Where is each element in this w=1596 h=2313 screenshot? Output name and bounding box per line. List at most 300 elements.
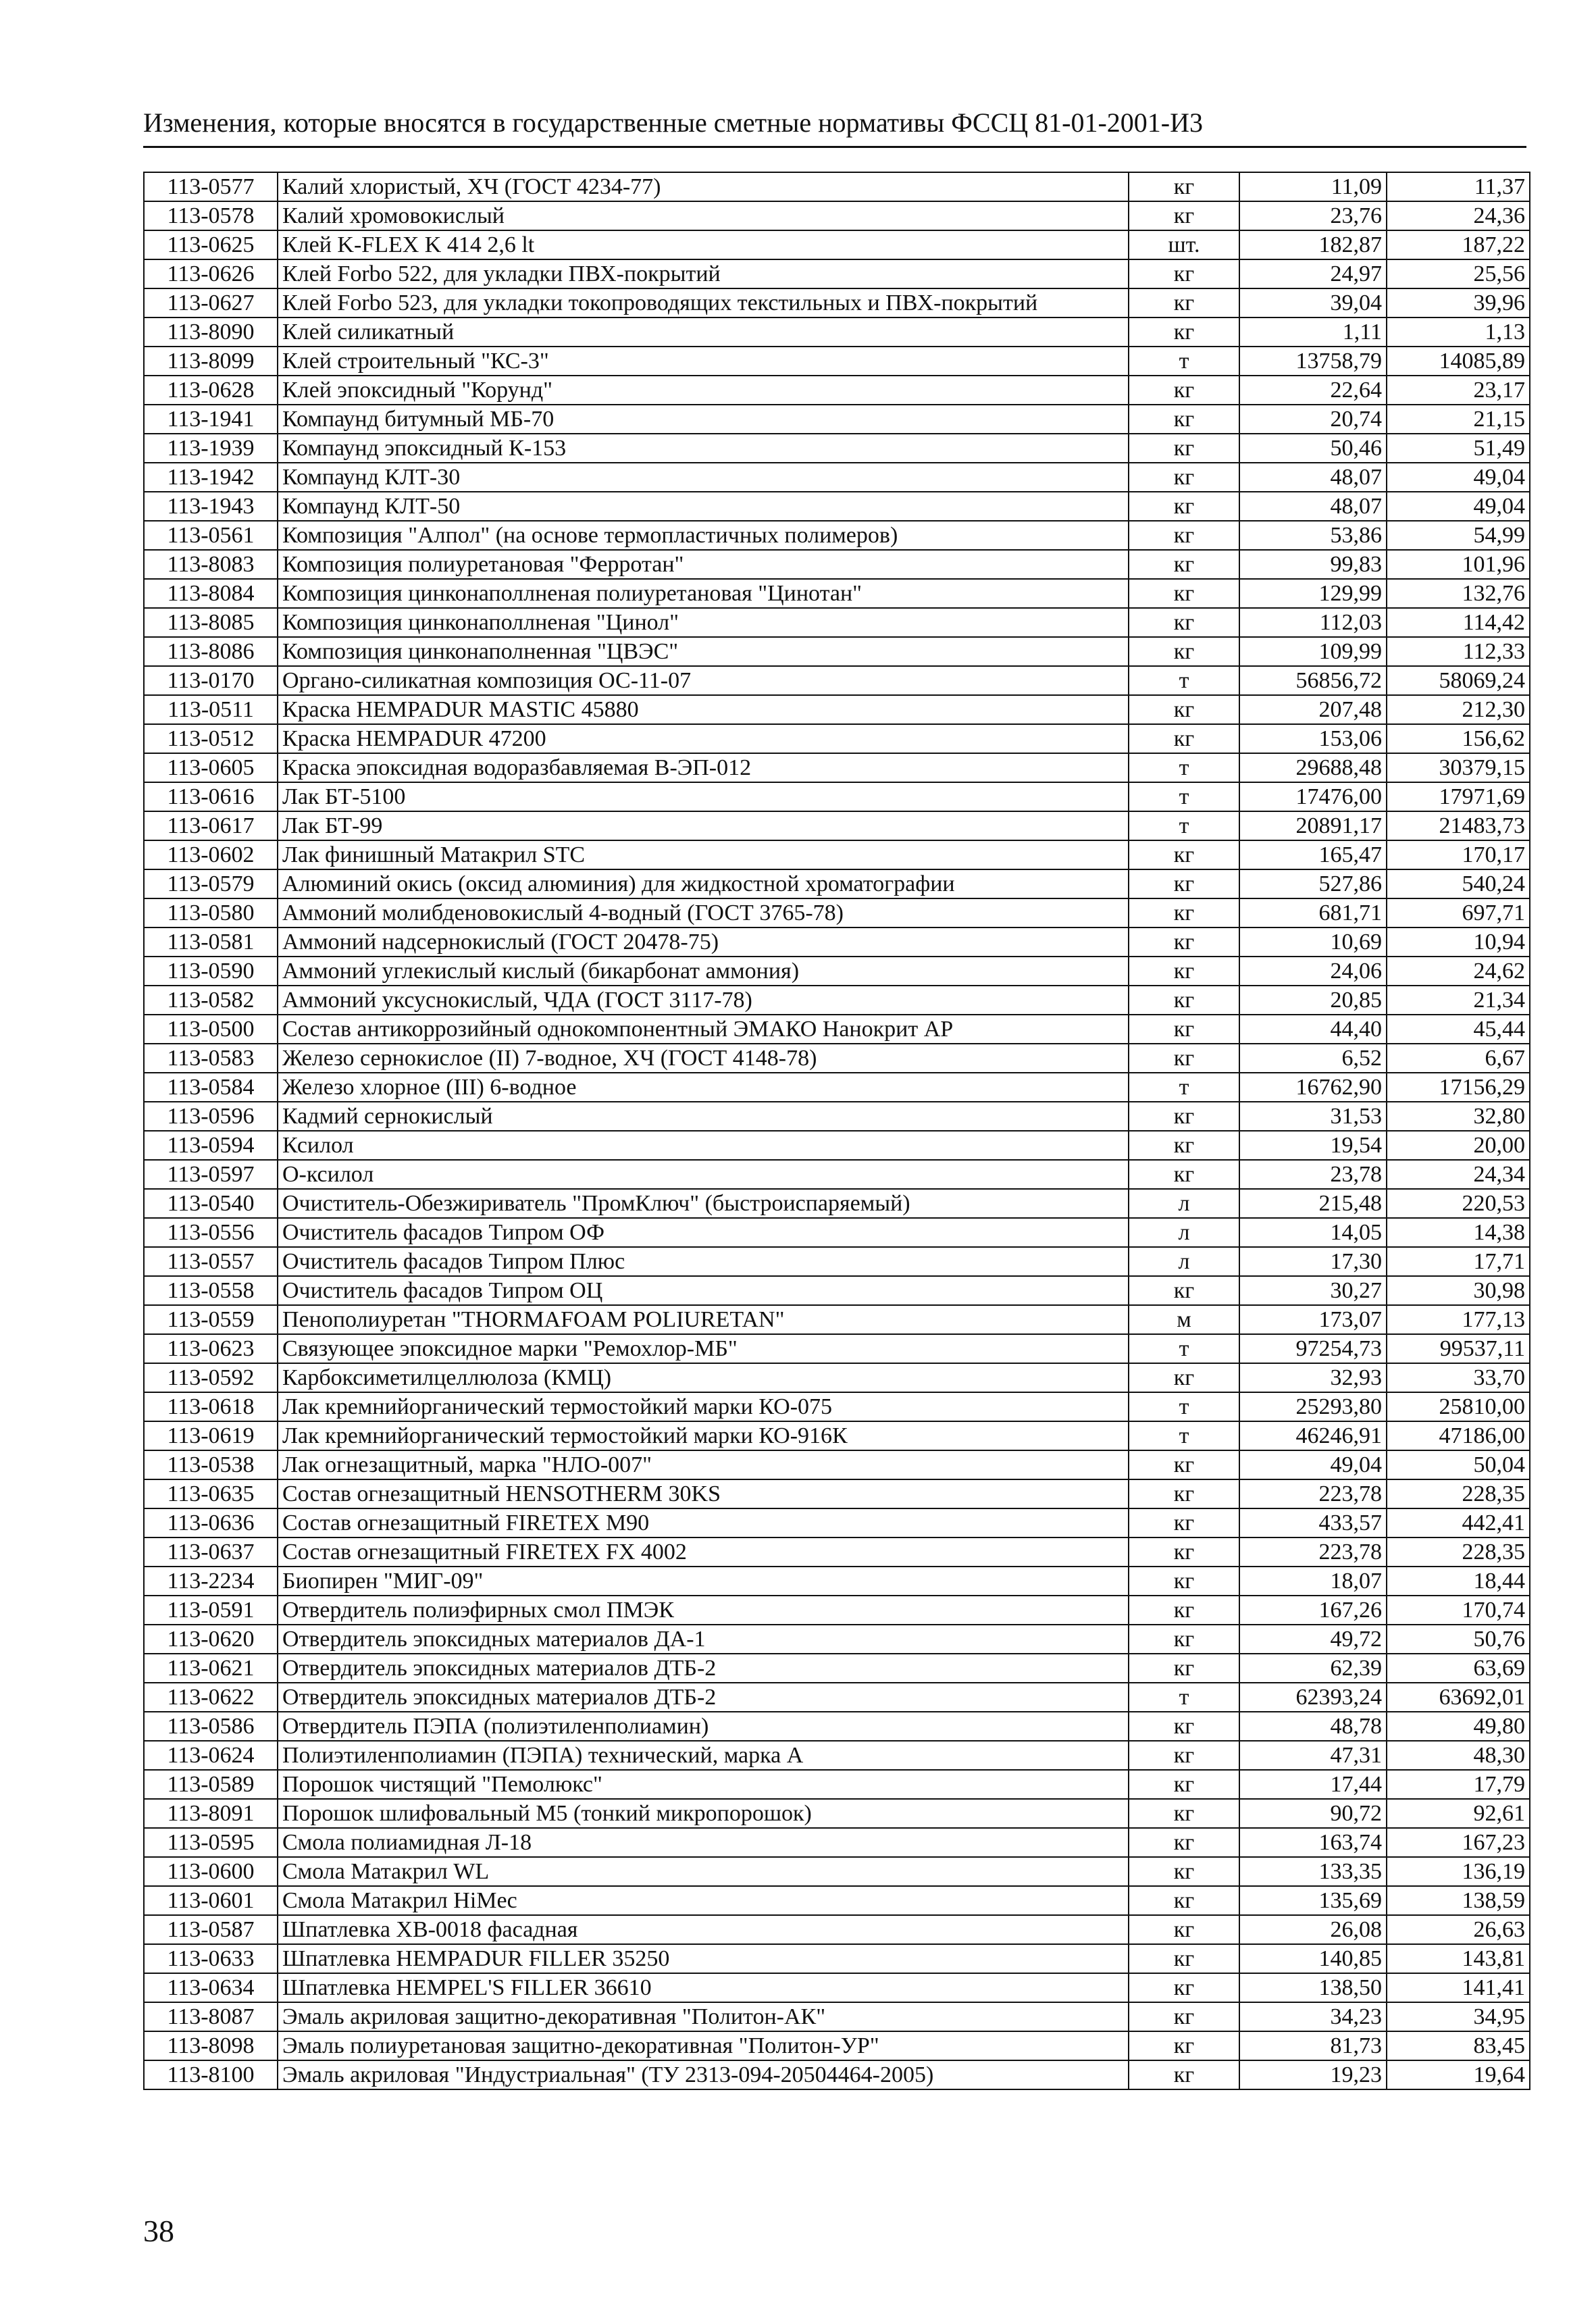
item-unit: кг bbox=[1129, 521, 1239, 550]
table-row bbox=[144, 1741, 1530, 1770]
table-row bbox=[144, 1160, 1530, 1189]
item-price-1: 48,07 bbox=[1239, 492, 1387, 521]
item-code: 113-0589 bbox=[144, 1770, 278, 1799]
item-name: Смола Матакрил WL bbox=[278, 1857, 1129, 1886]
item-name: Шпатлевка ХВ-0018 фасадная bbox=[278, 1915, 1129, 1944]
item-code: 113-0602 bbox=[144, 840, 278, 869]
item-price-2: 540,24 bbox=[1387, 869, 1530, 898]
item-unit: кг bbox=[1129, 1625, 1239, 1654]
item-name: Эмаль акриловая защитно-декоративная "Политон-АК" bbox=[278, 2002, 1129, 2031]
item-price-1: 6,52 bbox=[1239, 1044, 1387, 1073]
item-price-2: 11,37 bbox=[1387, 172, 1530, 201]
item-price-1: 112,03 bbox=[1239, 608, 1387, 637]
item-code: 113-0633 bbox=[144, 1944, 278, 1973]
item-price-1: 56856,72 bbox=[1239, 666, 1387, 695]
item-name: Компаунд КЛТ-50 bbox=[278, 492, 1129, 521]
price-table bbox=[143, 172, 1530, 2090]
item-unit: кг bbox=[1129, 550, 1239, 579]
item-code: 113-0616 bbox=[144, 782, 278, 811]
item-name: Краска HEMPADUR 47200 bbox=[278, 724, 1129, 753]
item-name: Клей строительный "КС-3" bbox=[278, 347, 1129, 376]
item-code: 113-0626 bbox=[144, 259, 278, 288]
item-price-2: 49,04 bbox=[1387, 463, 1530, 492]
item-unit: т bbox=[1129, 666, 1239, 695]
item-code: 113-8098 bbox=[144, 2031, 278, 2060]
item-price-2: 50,76 bbox=[1387, 1625, 1530, 1654]
item-price-1: 25293,80 bbox=[1239, 1392, 1387, 1421]
table-row bbox=[144, 2031, 1530, 2060]
item-price-2: 170,74 bbox=[1387, 1596, 1530, 1625]
item-price-1: 26,08 bbox=[1239, 1915, 1387, 1944]
item-code: 113-1942 bbox=[144, 463, 278, 492]
item-unit: кг bbox=[1129, 1770, 1239, 1799]
item-price-1: 23,78 bbox=[1239, 1160, 1387, 1189]
item-code: 113-0170 bbox=[144, 666, 278, 695]
table-row bbox=[144, 1218, 1530, 1247]
table-row bbox=[144, 1857, 1530, 1886]
item-code: 113-0621 bbox=[144, 1654, 278, 1683]
item-code: 113-8099 bbox=[144, 347, 278, 376]
item-price-1: 109,99 bbox=[1239, 637, 1387, 666]
item-price-1: 1,11 bbox=[1239, 317, 1387, 347]
item-name: Аммоний надсернокислый (ГОСТ 20478-75) bbox=[278, 927, 1129, 957]
item-name: Лак БТ-5100 bbox=[278, 782, 1129, 811]
item-unit: кг bbox=[1129, 1160, 1239, 1189]
item-name: Железо сернокислое (II) 7-водное, ХЧ (ГОСТ 4148-78) bbox=[278, 1044, 1129, 1073]
item-name: Композиция цинконаполненная "ЦВЭС" bbox=[278, 637, 1129, 666]
item-code: 113-0624 bbox=[144, 1741, 278, 1770]
item-code: 113-0635 bbox=[144, 1479, 278, 1508]
item-price-1: 47,31 bbox=[1239, 1741, 1387, 1770]
item-price-1: 129,99 bbox=[1239, 579, 1387, 608]
item-name: Ксилол bbox=[278, 1131, 1129, 1160]
item-code: 113-0605 bbox=[144, 753, 278, 782]
item-price-1: 18,07 bbox=[1239, 1567, 1387, 1596]
table-row bbox=[144, 376, 1530, 405]
item-name: Полиэтиленполиамин (ПЭПА) технический, марка А bbox=[278, 1741, 1129, 1770]
item-price-1: 20,85 bbox=[1239, 986, 1387, 1015]
table-row bbox=[144, 463, 1530, 492]
item-price-1: 22,64 bbox=[1239, 376, 1387, 405]
table-row bbox=[144, 986, 1530, 1015]
item-price-1: 223,78 bbox=[1239, 1537, 1387, 1567]
item-price-2: 112,33 bbox=[1387, 637, 1530, 666]
item-price-1: 19,23 bbox=[1239, 2060, 1387, 2089]
item-price-2: 20,00 bbox=[1387, 1131, 1530, 1160]
item-unit: т bbox=[1129, 1073, 1239, 1102]
table-row bbox=[144, 288, 1530, 317]
item-price-2: 24,34 bbox=[1387, 1160, 1530, 1189]
item-code: 113-0597 bbox=[144, 1160, 278, 1189]
item-name: Отвердитель эпоксидных материалов ДА-1 bbox=[278, 1625, 1129, 1654]
item-price-1: 215,48 bbox=[1239, 1189, 1387, 1218]
item-price-1: 24,06 bbox=[1239, 957, 1387, 986]
item-code: 113-8100 bbox=[144, 2060, 278, 2089]
item-code: 113-0636 bbox=[144, 1508, 278, 1537]
item-name: О-ксилол bbox=[278, 1160, 1129, 1189]
item-price-1: 24,97 bbox=[1239, 259, 1387, 288]
item-code: 113-8090 bbox=[144, 317, 278, 347]
item-price-2: 101,96 bbox=[1387, 550, 1530, 579]
table-row bbox=[144, 1392, 1530, 1421]
item-price-1: 207,48 bbox=[1239, 695, 1387, 724]
item-price-1: 11,09 bbox=[1239, 172, 1387, 201]
item-code: 113-1943 bbox=[144, 492, 278, 521]
item-code: 113-8086 bbox=[144, 637, 278, 666]
item-price-1: 30,27 bbox=[1239, 1276, 1387, 1305]
item-price-2: 132,76 bbox=[1387, 579, 1530, 608]
item-code: 113-0587 bbox=[144, 1915, 278, 1944]
item-code: 113-8083 bbox=[144, 550, 278, 579]
item-unit: кг bbox=[1129, 957, 1239, 986]
item-price-1: 46246,91 bbox=[1239, 1421, 1387, 1450]
item-unit: кг bbox=[1129, 724, 1239, 753]
item-price-2: 6,67 bbox=[1387, 1044, 1530, 1073]
item-price-1: 17476,00 bbox=[1239, 782, 1387, 811]
item-price-1: 99,83 bbox=[1239, 550, 1387, 579]
item-code: 113-0595 bbox=[144, 1828, 278, 1857]
item-code: 113-8091 bbox=[144, 1799, 278, 1828]
item-price-1: 13758,79 bbox=[1239, 347, 1387, 376]
item-price-1: 50,46 bbox=[1239, 434, 1387, 463]
table-row bbox=[144, 1915, 1530, 1944]
item-unit: кг bbox=[1129, 288, 1239, 317]
item-code: 113-8087 bbox=[144, 2002, 278, 2031]
item-unit: кг bbox=[1129, 434, 1239, 463]
item-unit: кг bbox=[1129, 259, 1239, 288]
item-price-2: 30379,15 bbox=[1387, 753, 1530, 782]
table-row bbox=[144, 1886, 1530, 1915]
item-unit: кг bbox=[1129, 1508, 1239, 1537]
item-name: Композиция "Алпол" (на основе термопластичных полимеров) bbox=[278, 521, 1129, 550]
item-price-2: 45,44 bbox=[1387, 1015, 1530, 1044]
item-price-1: 31,53 bbox=[1239, 1102, 1387, 1131]
item-price-2: 17971,69 bbox=[1387, 782, 1530, 811]
item-price-2: 138,59 bbox=[1387, 1886, 1530, 1915]
table-row bbox=[144, 579, 1530, 608]
item-unit: кг bbox=[1129, 1015, 1239, 1044]
item-price-2: 212,30 bbox=[1387, 695, 1530, 724]
table-row bbox=[144, 1596, 1530, 1625]
item-name: Связующее эпоксидное марки "Ремохлор-МБ" bbox=[278, 1334, 1129, 1363]
item-name: Очиститель фасадов Типром ОЦ bbox=[278, 1276, 1129, 1305]
table-row bbox=[144, 1334, 1530, 1363]
item-price-2: 21,15 bbox=[1387, 405, 1530, 434]
table-row bbox=[144, 201, 1530, 230]
table-row bbox=[144, 1363, 1530, 1392]
page-header: Изменения, которые вносятся в государственные сметные нормативы ФССЦ 81-01-2001-И3 bbox=[143, 105, 1526, 148]
item-unit: кг bbox=[1129, 1712, 1239, 1741]
item-unit: кг bbox=[1129, 405, 1239, 434]
item-price-2: 58069,24 bbox=[1387, 666, 1530, 695]
item-price-1: 44,40 bbox=[1239, 1015, 1387, 1044]
item-name: Очиститель фасадов Типром Плюс bbox=[278, 1247, 1129, 1276]
item-price-2: 54,99 bbox=[1387, 521, 1530, 550]
item-code: 113-0540 bbox=[144, 1189, 278, 1218]
item-price-2: 697,71 bbox=[1387, 898, 1530, 927]
item-code: 113-0511 bbox=[144, 695, 278, 724]
item-code: 113-0558 bbox=[144, 1276, 278, 1305]
item-price-2: 83,45 bbox=[1387, 2031, 1530, 2060]
item-name: Аммоний молибденовокислый 4-водный (ГОСТ 3765-78) bbox=[278, 898, 1129, 927]
item-name: Эмаль полиуретановая защитно-декоративная "Политон-УР" bbox=[278, 2031, 1129, 2060]
item-price-2: 23,17 bbox=[1387, 376, 1530, 405]
item-price-1: 17,44 bbox=[1239, 1770, 1387, 1799]
item-name: Лак финишный Матакрил STC bbox=[278, 840, 1129, 869]
item-name: Краска HEMPADUR MASTIC 45880 bbox=[278, 695, 1129, 724]
item-code: 113-0618 bbox=[144, 1392, 278, 1421]
item-name: Аммоний углекислый кислый (бикарбонат аммония) bbox=[278, 957, 1129, 986]
item-code: 113-0580 bbox=[144, 898, 278, 927]
item-code: 113-0500 bbox=[144, 1015, 278, 1044]
item-unit: кг bbox=[1129, 1537, 1239, 1567]
item-price-2: 19,64 bbox=[1387, 2060, 1530, 2089]
table-row bbox=[144, 434, 1530, 463]
item-price-2: 99537,11 bbox=[1387, 1334, 1530, 1363]
item-price-1: 23,76 bbox=[1239, 201, 1387, 230]
item-name: Кадмий сернокислый bbox=[278, 1102, 1129, 1131]
item-price-1: 167,26 bbox=[1239, 1596, 1387, 1625]
table-row bbox=[144, 2002, 1530, 2031]
item-code: 113-0579 bbox=[144, 869, 278, 898]
item-price-1: 681,71 bbox=[1239, 898, 1387, 927]
item-name: Смола Матакрил HiMec bbox=[278, 1886, 1129, 1915]
item-code: 113-0625 bbox=[144, 230, 278, 259]
item-price-2: 220,53 bbox=[1387, 1189, 1530, 1218]
item-price-1: 62393,24 bbox=[1239, 1683, 1387, 1712]
item-unit: кг bbox=[1129, 898, 1239, 927]
item-price-1: 10,69 bbox=[1239, 927, 1387, 957]
item-unit: т bbox=[1129, 1421, 1239, 1450]
table-row bbox=[144, 840, 1530, 869]
item-name: Калий хромовокислый bbox=[278, 201, 1129, 230]
item-price-1: 138,50 bbox=[1239, 1973, 1387, 2002]
item-name: Карбоксиметилцеллюлоза (КМЦ) bbox=[278, 1363, 1129, 1392]
item-code: 113-0628 bbox=[144, 376, 278, 405]
table-row bbox=[144, 1770, 1530, 1799]
item-price-1: 48,07 bbox=[1239, 463, 1387, 492]
item-code: 113-0581 bbox=[144, 927, 278, 957]
item-code: 113-0538 bbox=[144, 1450, 278, 1479]
item-name: Эмаль акриловая "Индустриальная" (ТУ 2313-094-20504464-2005) bbox=[278, 2060, 1129, 2089]
item-name: Лак БТ-99 bbox=[278, 811, 1129, 840]
item-code: 113-0559 bbox=[144, 1305, 278, 1334]
item-code: 113-0583 bbox=[144, 1044, 278, 1073]
table-row bbox=[144, 1189, 1530, 1218]
item-name: Пенополиуретан "THORMAFOAM POLIURETAN" bbox=[278, 1305, 1129, 1334]
item-price-1: 17,30 bbox=[1239, 1247, 1387, 1276]
item-price-2: 143,81 bbox=[1387, 1944, 1530, 1973]
item-unit: шт. bbox=[1129, 230, 1239, 259]
item-code: 113-0622 bbox=[144, 1683, 278, 1712]
item-price-2: 141,41 bbox=[1387, 1973, 1530, 2002]
table-row bbox=[144, 1973, 1530, 2002]
item-name: Клей эпоксидный "Корунд" bbox=[278, 376, 1129, 405]
item-unit: кг bbox=[1129, 1479, 1239, 1508]
item-price-1: 173,07 bbox=[1239, 1305, 1387, 1334]
item-price-1: 182,87 bbox=[1239, 230, 1387, 259]
table-row bbox=[144, 869, 1530, 898]
table-row bbox=[144, 695, 1530, 724]
item-unit: кг bbox=[1129, 1596, 1239, 1625]
item-unit: кг bbox=[1129, 1131, 1239, 1160]
item-unit: кг bbox=[1129, 2060, 1239, 2089]
table-row bbox=[144, 1712, 1530, 1741]
item-unit: кг bbox=[1129, 1567, 1239, 1596]
item-price-2: 21483,73 bbox=[1387, 811, 1530, 840]
item-name: Смола полиамидная Л-18 bbox=[278, 1828, 1129, 1857]
item-unit: т bbox=[1129, 1334, 1239, 1363]
item-name: Шпатлевка HEMPADUR FILLER 35250 bbox=[278, 1944, 1129, 1973]
item-name: Клей K-FLEX K 414 2,6 lt bbox=[278, 230, 1129, 259]
item-code: 113-8084 bbox=[144, 579, 278, 608]
item-price-2: 63692,01 bbox=[1387, 1683, 1530, 1712]
table-row bbox=[144, 172, 1530, 201]
item-price-1: 223,78 bbox=[1239, 1479, 1387, 1508]
item-price-2: 114,42 bbox=[1387, 608, 1530, 637]
item-unit: т bbox=[1129, 811, 1239, 840]
item-price-1: 165,47 bbox=[1239, 840, 1387, 869]
item-code: 113-0557 bbox=[144, 1247, 278, 1276]
item-unit: кг bbox=[1129, 1450, 1239, 1479]
item-price-2: 17,71 bbox=[1387, 1247, 1530, 1276]
item-unit: кг bbox=[1129, 1654, 1239, 1683]
item-price-2: 17156,29 bbox=[1387, 1073, 1530, 1102]
item-name: Порошок шлифовальный М5 (тонкий микропорошок) bbox=[278, 1799, 1129, 1828]
table-row bbox=[144, 957, 1530, 986]
item-price-1: 81,73 bbox=[1239, 2031, 1387, 2060]
item-price-2: 167,23 bbox=[1387, 1828, 1530, 1857]
item-code: 113-0623 bbox=[144, 1334, 278, 1363]
item-unit: кг bbox=[1129, 1044, 1239, 1073]
item-price-2: 32,80 bbox=[1387, 1102, 1530, 1131]
item-price-1: 53,86 bbox=[1239, 521, 1387, 550]
item-unit: кг bbox=[1129, 1799, 1239, 1828]
item-price-1: 20,74 bbox=[1239, 405, 1387, 434]
item-code: 113-1939 bbox=[144, 434, 278, 463]
item-price-2: 24,36 bbox=[1387, 201, 1530, 230]
item-name: Клей силикатный bbox=[278, 317, 1129, 347]
item-unit: кг bbox=[1129, 1828, 1239, 1857]
item-price-2: 48,30 bbox=[1387, 1741, 1530, 1770]
item-price-2: 170,17 bbox=[1387, 840, 1530, 869]
item-unit: кг bbox=[1129, 1886, 1239, 1915]
item-price-1: 48,78 bbox=[1239, 1712, 1387, 1741]
table-row bbox=[144, 724, 1530, 753]
item-price-2: 14,38 bbox=[1387, 1218, 1530, 1247]
item-name: Отвердитель эпоксидных материалов ДТБ-2 bbox=[278, 1654, 1129, 1683]
item-price-1: 62,39 bbox=[1239, 1654, 1387, 1683]
item-code: 113-0556 bbox=[144, 1218, 278, 1247]
table-row bbox=[144, 811, 1530, 840]
item-name: Композиция цинконаполлненая полиуретановая "Цинотан" bbox=[278, 579, 1129, 608]
table-row bbox=[144, 1479, 1530, 1508]
table-row bbox=[144, 1537, 1530, 1567]
item-unit: кг bbox=[1129, 317, 1239, 347]
item-name: Биопирен "МИГ-09" bbox=[278, 1567, 1129, 1596]
item-price-2: 442,41 bbox=[1387, 1508, 1530, 1537]
item-name: Клей Forbo 522, для укладки ПВХ-покрытий bbox=[278, 259, 1129, 288]
item-name: Композиция полиуретановая "Ферротан" bbox=[278, 550, 1129, 579]
item-price-2: 187,22 bbox=[1387, 230, 1530, 259]
item-name: Краска эпоксидная водоразбавляемая В-ЭП-012 bbox=[278, 753, 1129, 782]
item-price-1: 153,06 bbox=[1239, 724, 1387, 753]
item-price-1: 29688,48 bbox=[1239, 753, 1387, 782]
item-unit: кг bbox=[1129, 1741, 1239, 1770]
table-row bbox=[144, 1102, 1530, 1131]
item-unit: м bbox=[1129, 1305, 1239, 1334]
item-unit: кг bbox=[1129, 492, 1239, 521]
item-unit: кг bbox=[1129, 927, 1239, 957]
table-row bbox=[144, 927, 1530, 957]
table-row bbox=[144, 753, 1530, 782]
item-name: Органо-силикатная композиция ОС-11-07 bbox=[278, 666, 1129, 695]
item-price-2: 51,49 bbox=[1387, 434, 1530, 463]
table-row bbox=[144, 1508, 1530, 1537]
item-unit: л bbox=[1129, 1247, 1239, 1276]
item-code: 113-0627 bbox=[144, 288, 278, 317]
item-unit: т bbox=[1129, 1392, 1239, 1421]
table-row bbox=[144, 1044, 1530, 1073]
item-price-2: 50,04 bbox=[1387, 1450, 1530, 1479]
item-unit: кг bbox=[1129, 1363, 1239, 1392]
price-table-body bbox=[144, 172, 1530, 2089]
item-price-2: 92,61 bbox=[1387, 1799, 1530, 1828]
item-unit: кг bbox=[1129, 1276, 1239, 1305]
item-code: 113-0591 bbox=[144, 1596, 278, 1625]
item-price-1: 20891,17 bbox=[1239, 811, 1387, 840]
item-unit: кг bbox=[1129, 1944, 1239, 1973]
item-code: 113-1941 bbox=[144, 405, 278, 434]
item-price-1: 14,05 bbox=[1239, 1218, 1387, 1247]
table-row bbox=[144, 230, 1530, 259]
item-unit: кг bbox=[1129, 2031, 1239, 2060]
item-name: Компаунд КЛТ-30 bbox=[278, 463, 1129, 492]
table-row bbox=[144, 782, 1530, 811]
item-code: 113-0577 bbox=[144, 172, 278, 201]
item-unit: кг bbox=[1129, 1857, 1239, 1886]
item-code: 113-0637 bbox=[144, 1537, 278, 1567]
item-price-1: 527,86 bbox=[1239, 869, 1387, 898]
item-price-2: 177,13 bbox=[1387, 1305, 1530, 1334]
item-unit: т bbox=[1129, 1683, 1239, 1712]
item-unit: кг bbox=[1129, 463, 1239, 492]
item-price-1: 49,04 bbox=[1239, 1450, 1387, 1479]
item-price-1: 19,54 bbox=[1239, 1131, 1387, 1160]
item-price-1: 163,74 bbox=[1239, 1828, 1387, 1857]
item-code: 113-0601 bbox=[144, 1886, 278, 1915]
table-row bbox=[144, 1073, 1530, 1102]
item-price-2: 25810,00 bbox=[1387, 1392, 1530, 1421]
item-name: Отвердитель эпоксидных материалов ДТБ-2 bbox=[278, 1683, 1129, 1712]
item-unit: т bbox=[1129, 347, 1239, 376]
table-row bbox=[144, 637, 1530, 666]
table-row bbox=[144, 317, 1530, 347]
item-price-1: 39,04 bbox=[1239, 288, 1387, 317]
item-name: Компаунд эпоксидный К-153 bbox=[278, 434, 1129, 463]
item-name: Состав огнезащитный HENSOTHERM 30KS bbox=[278, 1479, 1129, 1508]
item-price-1: 135,69 bbox=[1239, 1886, 1387, 1915]
item-unit: кг bbox=[1129, 869, 1239, 898]
table-row bbox=[144, 608, 1530, 637]
table-row bbox=[144, 1654, 1530, 1683]
table-row bbox=[144, 898, 1530, 927]
item-code: 113-0590 bbox=[144, 957, 278, 986]
item-code: 113-0592 bbox=[144, 1363, 278, 1392]
item-code: 113-0582 bbox=[144, 986, 278, 1015]
item-name: Композиция цинконаполлненая "Цинол" bbox=[278, 608, 1129, 637]
table-row bbox=[144, 1450, 1530, 1479]
